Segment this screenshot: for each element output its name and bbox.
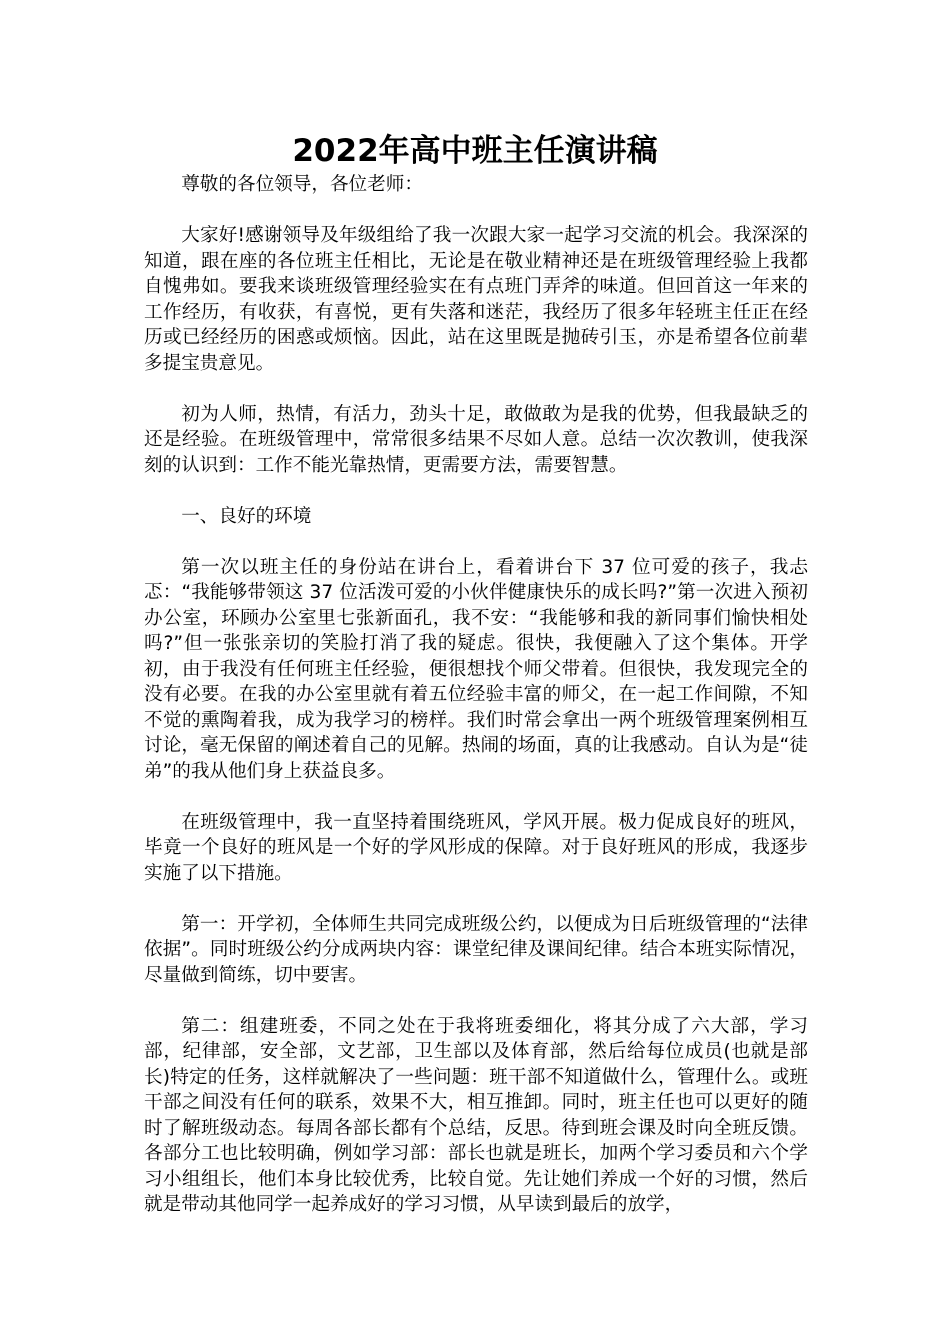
paragraph-class-management: 在班级管理中，我一直坚持着围绕班风，学风开展。极力促成良好的班风，毕竟一个良好的班风是一个好的学风形成的保障。对于良好班风的形成，我逐步实施了以下措施。 [144, 811, 808, 884]
paragraph-gap [144, 784, 808, 810]
paragraph-gap [144, 529, 808, 555]
paragraph-gap [144, 988, 808, 1014]
document-title: 2022年高中班主任演讲稿 [292, 133, 658, 169]
paragraph-first-time: 第一次以班主任的身份站在讲台上，看着讲台下 37 位可爱的孩子，我忐忑：“我能够带领这 37 位活泼可爱的小伙伴健康快乐的成长吗?”第一次进入预初办公室，环顾办公室里七张新面孔，我不安：“我能够和我的新同事们愉快相处吗?”但一张张亲切的笑脸打消了我的疑虑。很快，我便融入了这个集体。开学初，由于我没有任何班主任经验，便很想找个师父带着。但很快，我发现完全的没有必要。在我的办公室里就有着五位经验丰富的师父，在一起工作间隙，不知不觉的熏陶着我，成为我学习的榜样。我们时常会拿出一两个班级管理案例相互讨论，毫无保留的阐述着自己的见解。热闹的场面，真的让我感动。自认为是“徒弟”的我从他们身上获益良多。 [144, 556, 808, 782]
paragraph-greeting: 大家好!感谢领导及年级组给了我一次跟大家一起学习交流的机会。我深深的知道，跟在座的各位班主任相比，无论是在敬业精神还是在班级管理经验上我都自愧弗如。要我来谈班级管理经验实在有点班门弄斧的味道。但回首这一年来的工作经历，有收获，有喜悦，更有失落和迷茫，我经历了很多年轻班主任正在经历或已经经历的困惑或烦恼。因此，站在这里既是抛砖引玉，亦是希望各位前辈多提宝贵意见。 [144, 225, 808, 374]
paragraph-gap [144, 198, 808, 224]
section-heading: 一、良好的环境 [181, 505, 312, 527]
paragraph-measure-two: 第二：组建班委，不同之处在于我将班委细化，将其分成了六大部，学习部，纪律部，安全部，文艺部，卫生部以及体育部，然后给每位成员(也就是部长)特定的任务，这样就解决了一些问题：班干部不知道做什么，管理什么。或班干部之间没有任何的联系，效果不大，相互推卸。同时，班主任也可以更好的随时了解班级动态。每周各部长都有个总结，反思。待到班会课及时向全班反馈。各部分工也比较明确，例如学习部：部长也就是班长，加两个学习委员和六个学习小组组长，他们本身比较优秀，比较自觉。先让她们养成一个好的习惯，然后就是带动其他同学一起养成好的学习习惯，从早读到最后的放学， [144, 1015, 808, 1215]
paragraph-gap [144, 478, 808, 504]
paragraph-intro: 初为人师，热情，有活力，劲头十足，敢做敢为是我的优势，但我最缺乏的还是经验。在班级管理中，常常很多结果不尽如人意。总结一次次教训，使我深刻的认识到：工作不能光靠热情，更需要方法，需要智慧。 [144, 403, 808, 476]
paragraph-gap [144, 886, 808, 912]
document-body [144, 172, 808, 1218]
paragraph-gap [144, 376, 808, 402]
salutation: 尊敬的各位领导，各位老师： [181, 174, 423, 195]
paragraph-measure-one: 第一：开学初，全体师生共同完成班级公约，以便成为日后班级管理的“法律依据”。同时班级公约分成两块内容：课堂纪律及课间纪律。结合本班实际情况，尽量做到简练，切中要害。 [144, 913, 808, 986]
